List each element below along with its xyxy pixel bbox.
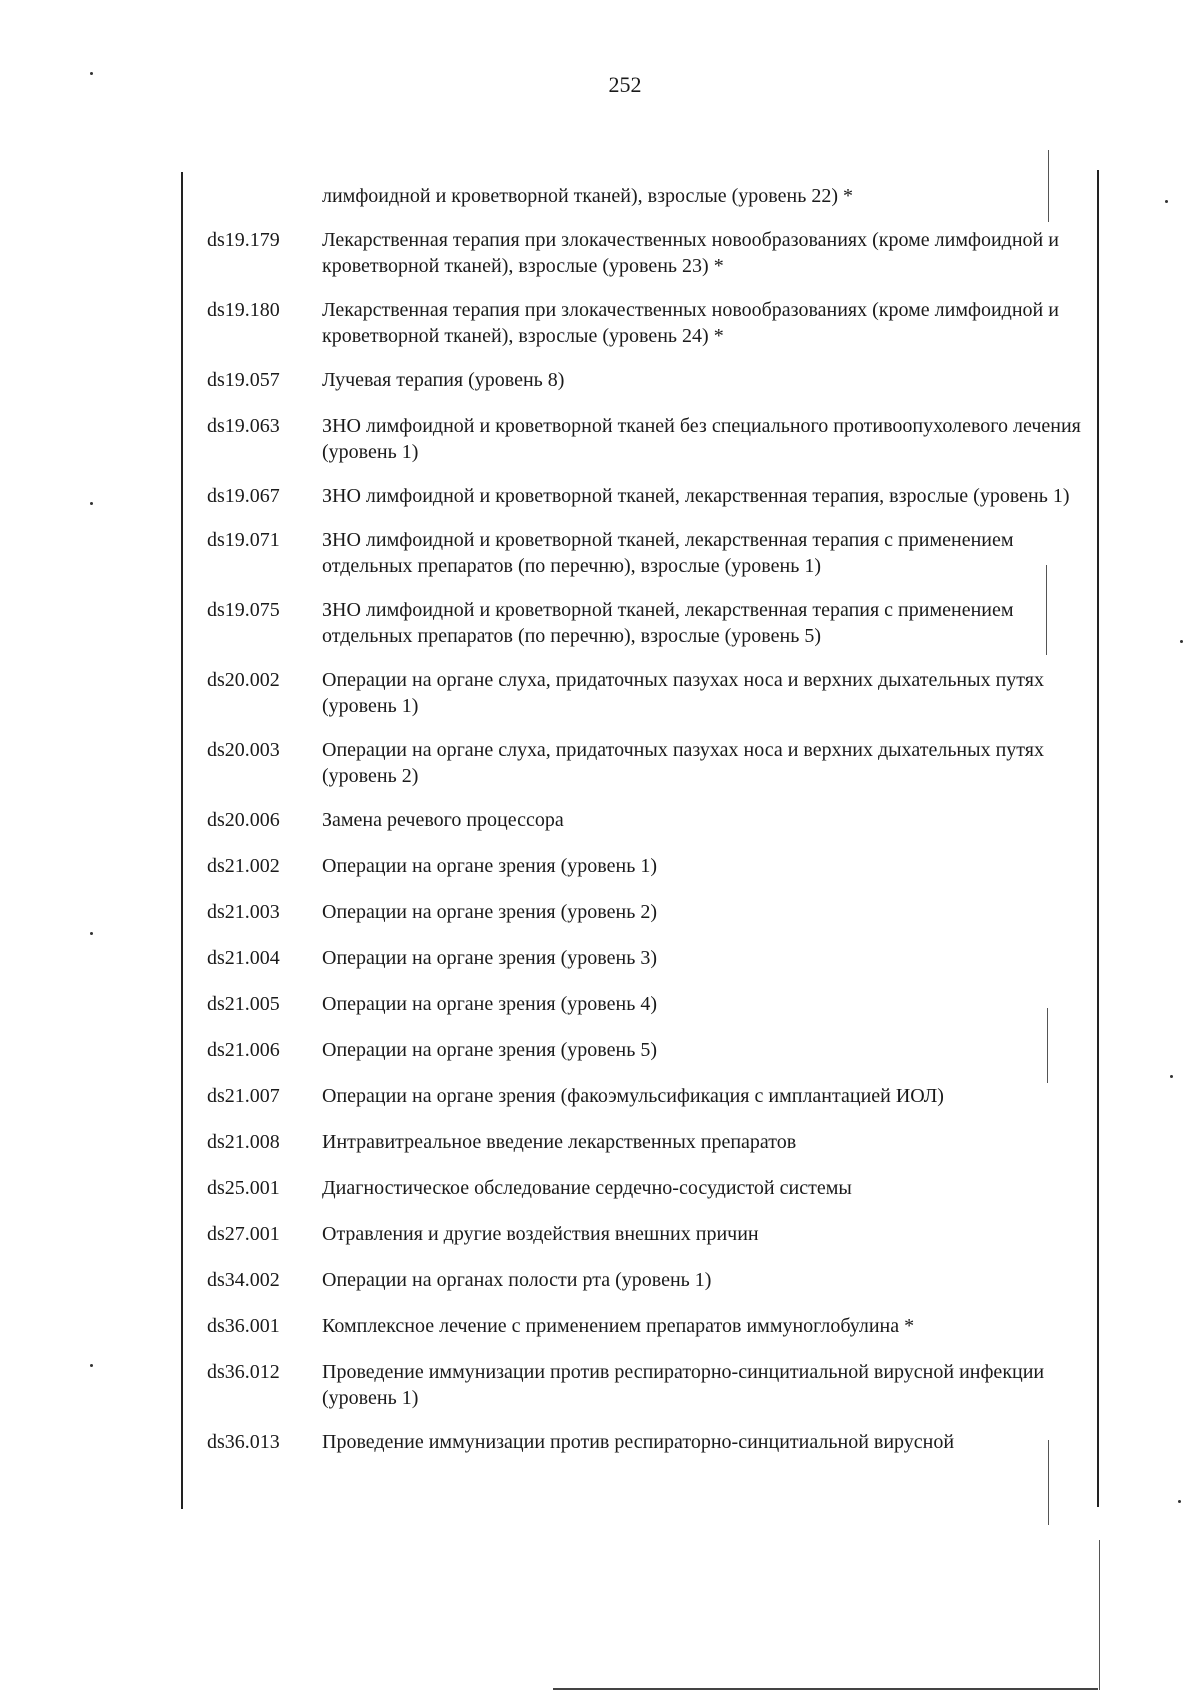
table-row bbox=[207, 483, 1092, 509]
row-code: ds19.180 bbox=[207, 299, 280, 321]
row-description: ЗНО лимфоидной и кроветворной тканей, лекарственная терапия с применением отдельных препаратов (по перечню), взрослые (уровень 5) bbox=[322, 599, 1014, 647]
table-row bbox=[207, 807, 1092, 833]
table-row bbox=[207, 413, 1092, 465]
scan-dot bbox=[90, 72, 93, 75]
table-row bbox=[207, 945, 1092, 971]
table-row bbox=[207, 597, 1092, 649]
row-code: ds34.002 bbox=[207, 1269, 280, 1291]
table-row bbox=[207, 227, 1092, 279]
table-row bbox=[207, 1037, 1092, 1063]
row-description: Операции на органах полости рта (уровень 1) bbox=[322, 1269, 712, 1291]
row-code: ds21.005 bbox=[207, 993, 280, 1015]
row-code: ds21.003 bbox=[207, 901, 280, 923]
continuation-row bbox=[207, 183, 1092, 209]
row-code: ds19.179 bbox=[207, 229, 280, 251]
row-code: ds20.003 bbox=[207, 739, 280, 761]
row-description: Операции на органе слуха, придаточных пазухах носа и верхних дыхательных путях (уровень 1) bbox=[322, 669, 1044, 717]
table-row bbox=[207, 1313, 1092, 1339]
scan-dot bbox=[1170, 1075, 1173, 1078]
row-description: Лекарственная терапия при злокачественных новообразованиях (кроме лимфоидной и кроветворной тканей), взрослые (уровень 24) * bbox=[322, 299, 1059, 347]
row-description: лимфоидной и кроветворной тканей), взрослые (уровень 22) * bbox=[322, 185, 853, 207]
table-row bbox=[207, 1221, 1092, 1247]
row-code: ds19.075 bbox=[207, 599, 280, 621]
row-code: ds21.002 bbox=[207, 855, 280, 877]
left-border-rule bbox=[181, 172, 183, 1509]
table-row bbox=[207, 853, 1092, 879]
table-row bbox=[207, 1359, 1092, 1411]
row-code: ds36.001 bbox=[207, 1315, 280, 1337]
row-code: ds19.063 bbox=[207, 415, 280, 437]
table-row bbox=[207, 667, 1092, 719]
row-description: ЗНО лимфоидной и кроветворной тканей, лекарственная терапия с применением отдельных препаратов (по перечню), взрослые (уровень 1) bbox=[322, 529, 1014, 577]
bottom-edge-rule bbox=[553, 1688, 1098, 1690]
row-code: ds21.006 bbox=[207, 1039, 280, 1061]
row-code: ds36.012 bbox=[207, 1361, 280, 1383]
row-description: Операции на органе зрения (уровень 3) bbox=[322, 947, 657, 969]
row-description: Операции на органе зрения (уровень 2) bbox=[322, 901, 657, 923]
row-code: ds20.006 bbox=[207, 809, 280, 831]
row-code: ds19.067 bbox=[207, 485, 280, 507]
row-description: Операции на органе зрения (уровень 4) bbox=[322, 993, 657, 1015]
row-description: Проведение иммунизации против респираторно-синцитиальной вирусной bbox=[322, 1431, 955, 1453]
row-description: Отравления и другие воздействия внешних причин bbox=[322, 1223, 759, 1245]
row-description: Проведение иммунизации против респираторно-синцитиальной вирусной инфекции (уровень 1) bbox=[322, 1361, 1045, 1409]
row-code: ds25.001 bbox=[207, 1177, 280, 1199]
table-row bbox=[207, 1429, 1092, 1455]
table-row bbox=[207, 991, 1092, 1017]
scan-dot bbox=[1180, 640, 1183, 643]
table-row bbox=[207, 527, 1092, 579]
scan-dot bbox=[1165, 200, 1168, 203]
table-row bbox=[207, 1175, 1092, 1201]
row-description: Лучевая терапия (уровень 8) bbox=[322, 369, 565, 391]
row-description: Операции на органе слуха, придаточных пазухах носа и верхних дыхательных путях (уровень 2) bbox=[322, 739, 1044, 787]
row-description: Операции на органе зрения (факоэмульсификация с имплантацией ИОЛ) bbox=[322, 1085, 944, 1107]
table-row bbox=[207, 1083, 1092, 1109]
row-code: ds19.057 bbox=[207, 369, 280, 391]
row-description: Замена речевого процессора bbox=[322, 809, 564, 831]
row-code: ds20.002 bbox=[207, 669, 280, 691]
scan-mark bbox=[1099, 1540, 1100, 1690]
table-row bbox=[207, 1129, 1092, 1155]
table-row bbox=[207, 899, 1092, 925]
row-code: ds21.008 bbox=[207, 1131, 280, 1153]
table-row bbox=[207, 1267, 1092, 1293]
scan-dot bbox=[90, 502, 93, 505]
row-code: ds21.004 bbox=[207, 947, 280, 969]
scan-dot bbox=[1178, 1500, 1181, 1503]
row-description: Комплексное лечение с применением препаратов иммуноглобулина * bbox=[322, 1315, 915, 1337]
row-code: ds19.071 bbox=[207, 529, 280, 551]
table-row bbox=[207, 737, 1092, 789]
codes-table bbox=[207, 183, 1092, 1473]
scan-dot bbox=[90, 932, 93, 935]
scan-dot bbox=[90, 1364, 93, 1367]
row-description: Операции на органе зрения (уровень 1) bbox=[322, 855, 657, 877]
row-description: Диагностическое обследование сердечно-сосудистой системы bbox=[322, 1177, 852, 1199]
row-code: ds21.007 bbox=[207, 1085, 280, 1107]
row-description: ЗНО лимфоидной и кроветворной тканей без специального противоопухолевого лечения (уровень 1) bbox=[322, 415, 1081, 463]
row-description: Операции на органе зрения (уровень 5) bbox=[322, 1039, 657, 1061]
row-description: Интравитреальное введение лекарственных препаратов bbox=[322, 1131, 797, 1153]
row-code: ds27.001 bbox=[207, 1223, 280, 1245]
table-row bbox=[207, 297, 1092, 349]
row-description: ЗНО лимфоидной и кроветворной тканей, лекарственная терапия, взрослые (уровень 1) bbox=[322, 485, 1070, 507]
right-border-rule bbox=[1097, 170, 1099, 1507]
table-row bbox=[207, 367, 1092, 393]
page-number: 252 bbox=[608, 72, 642, 97]
row-description: Лекарственная терапия при злокачественных новообразованиях (кроме лимфоидной и кроветворной тканей), взрослые (уровень 23) * bbox=[322, 229, 1059, 277]
row-code: ds36.013 bbox=[207, 1431, 280, 1453]
row-code bbox=[207, 183, 322, 209]
